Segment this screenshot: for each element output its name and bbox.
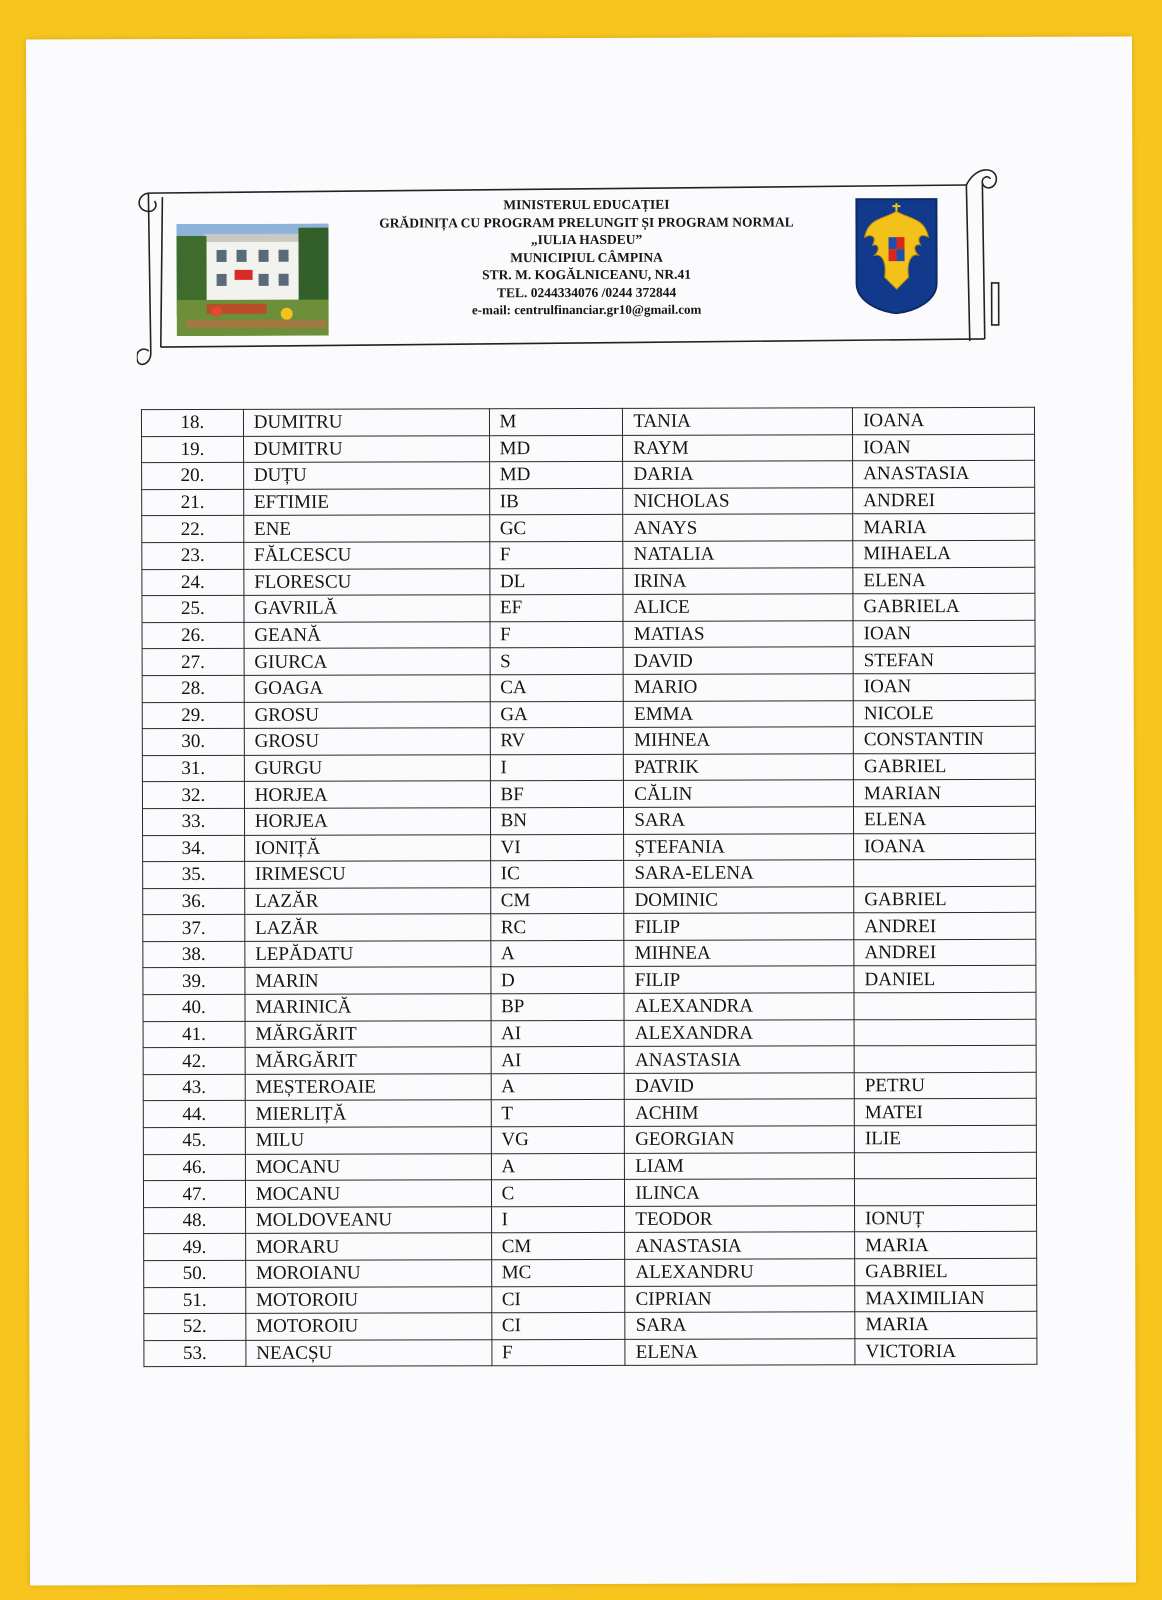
row-number-cell: 25. [142, 596, 244, 623]
table-row [143, 913, 1036, 942]
surname-cell: MĂRGĂRIT [245, 1047, 491, 1074]
row-number-cell: 37. [143, 915, 245, 942]
table-row [143, 1099, 1036, 1128]
surname-cell: IONIȚĂ [244, 834, 490, 861]
initials-cell: AI [491, 1047, 625, 1074]
table-row [142, 647, 1035, 676]
middle-name-cell: NICOLE [853, 700, 1035, 727]
row-number-cell: 35. [143, 861, 245, 888]
middle-name-cell [854, 859, 1036, 886]
surname-cell: MOLDOVEANU [245, 1207, 491, 1234]
first-name-cell: SARA-ELENA [624, 860, 854, 887]
initials-cell: GA [490, 701, 624, 728]
initials-cell: CI [491, 1313, 625, 1340]
row-number-cell: 22. [142, 516, 244, 543]
table-row [142, 540, 1035, 569]
initials-cell: A [490, 940, 624, 967]
table-row [142, 487, 1035, 516]
surname-cell: GAVRILĂ [244, 595, 490, 622]
first-name-cell: DOMINIC [624, 886, 854, 913]
middle-name-cell: IOAN [853, 673, 1035, 700]
row-number-cell: 27. [142, 649, 244, 676]
kindergarten-type: GRĂDINIȚA CU PROGRAM PRELUNGIT ȘI PROGRAM NORMAL [379, 213, 794, 231]
first-name-cell: TEODOR [625, 1206, 855, 1233]
email-address: e-mail: centrulfinanciar.gr10@gmail.com [471, 301, 702, 318]
row-number-cell: 28. [142, 675, 244, 702]
first-name-cell: IRINA [623, 567, 853, 594]
first-name-cell: RAYM [623, 434, 853, 461]
initials-cell: IC [490, 860, 624, 887]
initials-cell: CI [491, 1286, 625, 1313]
table-row [144, 1205, 1037, 1234]
row-number-cell: 18. [141, 409, 243, 436]
table-row [142, 514, 1035, 543]
table-row [141, 407, 1034, 436]
initials-cell: F [490, 621, 624, 648]
surname-cell: MOROIANU [245, 1260, 491, 1287]
row-number-cell: 48. [144, 1207, 246, 1234]
middle-name-cell: ELENA [854, 806, 1036, 833]
first-name-cell: DAVID [623, 647, 853, 674]
first-name-cell: ALEXANDRU [625, 1259, 855, 1286]
first-name-cell: SARA [624, 807, 854, 834]
first-name-cell: LIAM [625, 1152, 855, 1179]
row-number-cell: 45. [143, 1127, 245, 1154]
surname-cell: DUMITRU [243, 435, 489, 462]
table-row [142, 700, 1035, 729]
surname-cell: HORJEA [244, 781, 490, 808]
surname-cell: LAZĂR [245, 914, 491, 941]
initials-cell: CM [491, 1233, 625, 1260]
first-name-cell: NATALIA [623, 541, 853, 568]
row-number-cell: 53. [144, 1340, 246, 1367]
middle-name-cell: CONSTANTIN [853, 726, 1035, 753]
row-number-cell: 33. [142, 808, 244, 835]
first-name-cell: SARA [625, 1312, 855, 1339]
initials-cell: T [491, 1100, 625, 1127]
row-number-cell: 51. [144, 1287, 246, 1314]
coat-of-arms-icon [854, 197, 938, 315]
middle-name-cell: MARIA [853, 514, 1035, 541]
row-number-cell: 31. [142, 755, 244, 782]
table-row [143, 1046, 1036, 1075]
table-row [144, 1258, 1037, 1287]
initials-cell: GC [489, 515, 623, 542]
table-row [142, 806, 1035, 835]
surname-cell: DUMITRU [243, 409, 489, 436]
middle-name-cell [854, 1046, 1036, 1073]
paper-sheet [26, 37, 1136, 1586]
first-name-cell: PATRIK [624, 754, 854, 781]
first-name-cell: CĂLIN [624, 780, 854, 807]
middle-name-cell: MARIAN [853, 780, 1035, 807]
middle-name-cell: PETRU [854, 1072, 1036, 1099]
first-name-cell: ALEXANDRA [624, 993, 854, 1020]
middle-name-cell: GABRIELA [853, 593, 1035, 620]
initials-cell: BF [490, 781, 624, 808]
children-names-table [141, 407, 1038, 1368]
initials-cell: EF [489, 595, 623, 622]
street-address: STR. M. KOGĂLNICEANU, NR.41 [482, 266, 692, 283]
table-row [143, 1125, 1036, 1154]
table-row [143, 992, 1036, 1021]
first-name-cell: ȘTEFANIA [624, 833, 854, 860]
middle-name-cell: MAXIMILIAN [855, 1285, 1037, 1312]
row-number-cell: 49. [144, 1234, 246, 1261]
first-name-cell: ANASTASIA [624, 1046, 854, 1073]
surname-cell: EFTIMIE [243, 489, 489, 516]
kindergarten-name: „IULIA HASDEU” [530, 231, 643, 248]
middle-name-cell: GABRIEL [855, 1258, 1037, 1285]
middle-name-cell: GABRIEL [854, 886, 1036, 913]
initials-cell: MD [489, 462, 623, 489]
initials-cell: I [491, 1206, 625, 1233]
first-name-cell: FILIP [624, 966, 854, 993]
row-number-cell: 44. [143, 1101, 245, 1128]
surname-cell: MIERLIȚĂ [245, 1100, 491, 1127]
row-number-cell: 38. [143, 941, 245, 968]
table-row [143, 1019, 1036, 1048]
middle-name-cell [855, 1179, 1037, 1206]
surname-cell: MOTOROIU [246, 1286, 492, 1313]
first-name-cell: ELENA [625, 1339, 855, 1366]
first-name-cell: ILINCA [625, 1179, 855, 1206]
middle-name-cell: ILIE [854, 1125, 1036, 1152]
phone-numbers: TEL. 0244334076 /0244 372844 [496, 284, 677, 300]
table-row [143, 859, 1036, 888]
middle-name-cell: VICTORIA [855, 1338, 1037, 1365]
table-row [143, 1152, 1036, 1181]
row-number-cell: 26. [142, 622, 244, 649]
surname-cell: GROSU [244, 728, 490, 755]
table-row [144, 1285, 1037, 1314]
table-row [143, 966, 1036, 995]
surname-cell: GOAGA [244, 675, 490, 702]
initials-cell: F [489, 541, 623, 568]
initials-cell: C [491, 1180, 625, 1207]
table-row [143, 1072, 1036, 1101]
first-name-cell: MATIAS [623, 621, 853, 648]
initials-cell: IB [489, 488, 623, 515]
row-number-cell: 41. [143, 1021, 245, 1048]
surname-cell: DUȚU [243, 462, 489, 489]
initials-cell: AI [491, 1020, 625, 1047]
surname-cell: MARINICĂ [245, 994, 491, 1021]
initials-cell: D [490, 967, 624, 994]
initials-cell: DL [489, 568, 623, 595]
surname-cell: MILU [245, 1127, 491, 1154]
middle-name-cell: MATEI [854, 1099, 1036, 1126]
middle-name-cell: MARIA [855, 1232, 1037, 1259]
institution-header [326, 195, 846, 319]
row-number-cell: 40. [143, 994, 245, 1021]
middle-name-cell [854, 1152, 1036, 1179]
first-name-cell: NICHOLAS [623, 488, 853, 515]
row-number-cell: 34. [143, 835, 245, 862]
row-number-cell: 36. [143, 888, 245, 915]
row-number-cell: 47. [143, 1181, 245, 1208]
middle-name-cell: ANDREI [853, 487, 1035, 514]
middle-name-cell: IOAN [853, 434, 1035, 461]
table-row [143, 939, 1036, 968]
table-row [142, 460, 1035, 489]
first-name-cell: TANIA [623, 408, 853, 435]
first-name-cell: CIPRIAN [625, 1285, 855, 1312]
initials-cell: VG [491, 1126, 625, 1153]
row-number-cell: 29. [142, 702, 244, 729]
middle-name-cell [854, 1019, 1036, 1046]
row-number-cell: 23. [142, 542, 244, 569]
initials-cell: M [489, 408, 623, 435]
row-number-cell: 52. [144, 1314, 246, 1341]
middle-name-cell: DANIEL [854, 966, 1036, 993]
surname-cell: MARIN [245, 967, 491, 994]
middle-name-cell: ANDREI [854, 939, 1036, 966]
row-number-cell: 30. [142, 729, 244, 756]
first-name-cell: ALICE [623, 594, 853, 621]
first-name-cell: DAVID [625, 1073, 855, 1100]
initials-cell: BP [491, 993, 625, 1020]
surname-cell: LAZĂR [245, 887, 491, 914]
surname-cell: GIURCA [244, 648, 490, 675]
surname-cell: LEPĂDATU [245, 941, 491, 968]
initials-cell: MD [489, 435, 623, 462]
table-row [143, 833, 1036, 862]
first-name-cell: FILIP [624, 913, 854, 940]
first-name-cell: MARIO [623, 674, 853, 701]
middle-name-cell [854, 992, 1036, 1019]
row-number-cell: 50. [144, 1260, 246, 1287]
initials-cell: I [490, 754, 624, 781]
middle-name-cell: IOAN [853, 620, 1035, 647]
surname-cell: MĂRGĂRIT [245, 1020, 491, 1047]
table-row [144, 1232, 1037, 1261]
first-name-cell: ANAYS [623, 514, 853, 541]
table-row [142, 567, 1035, 596]
middle-name-cell: ANASTASIA [853, 460, 1035, 487]
middle-name-cell: GABRIEL [853, 753, 1035, 780]
initials-cell: CM [490, 887, 624, 914]
initials-cell: S [490, 648, 624, 675]
row-number-cell: 43. [143, 1074, 245, 1101]
surname-cell: GROSU [244, 701, 490, 728]
initials-cell: CA [490, 674, 624, 701]
first-name-cell: ALEXANDRA [624, 1019, 854, 1046]
middle-name-cell: IOANA [854, 833, 1036, 860]
row-number-cell: 19. [142, 436, 244, 463]
table-row [142, 620, 1035, 649]
middle-name-cell: STEFAN [853, 647, 1035, 674]
row-number-cell: 39. [143, 968, 245, 995]
municipality: MUNICIPIUL CÂMPINA [510, 249, 663, 265]
surname-cell: MEȘTEROAIE [245, 1074, 491, 1101]
middle-name-cell: IOANA [853, 407, 1035, 434]
first-name-cell: ANASTASIA [625, 1232, 855, 1259]
initials-cell: F [491, 1339, 625, 1366]
first-name-cell: DARIA [623, 461, 853, 488]
initials-cell: RC [490, 914, 624, 941]
table-row [142, 726, 1035, 755]
initials-cell: RV [490, 728, 624, 755]
initials-cell: BN [490, 807, 624, 834]
surname-cell: ENE [244, 515, 490, 542]
letterhead-banner [136, 155, 1027, 379]
row-number-cell: 24. [142, 569, 244, 596]
ministry-name: MINISTERUL EDUCAȚIEI [503, 196, 670, 213]
initials-cell: A [491, 1153, 625, 1180]
first-name-cell: ACHIM [625, 1099, 855, 1126]
initials-cell: MC [491, 1259, 625, 1286]
table-row [142, 434, 1035, 463]
row-number-cell: 32. [142, 782, 244, 809]
row-number-cell: 46. [143, 1154, 245, 1181]
first-name-cell: GEORGIAN [625, 1126, 855, 1153]
table-row [142, 780, 1035, 809]
row-number-cell: 21. [142, 489, 244, 516]
middle-name-cell: MARIA [855, 1311, 1037, 1338]
surname-cell: MOCANU [245, 1153, 491, 1180]
row-number-cell: 20. [142, 463, 244, 490]
table-row [142, 593, 1035, 622]
first-name-cell: MIHNEA [624, 940, 854, 967]
surname-cell: MOCANU [245, 1180, 491, 1207]
table-row [144, 1338, 1037, 1367]
surname-cell: HORJEA [244, 808, 490, 835]
surname-cell: MOTOROIU [246, 1313, 492, 1340]
initials-cell: VI [490, 834, 624, 861]
kindergarten-photo [176, 224, 328, 336]
middle-name-cell: ELENA [853, 567, 1035, 594]
table-row [143, 1179, 1036, 1208]
table-row [142, 673, 1035, 702]
first-name-cell: MIHNEA [624, 727, 854, 754]
surname-cell: GEANĂ [244, 621, 490, 648]
surname-cell: FĂLCESCU [244, 542, 490, 569]
row-number-cell: 42. [143, 1048, 245, 1075]
surname-cell: IRIMESCU [244, 861, 490, 888]
table-row [143, 886, 1036, 915]
surname-cell: NEACȘU [246, 1340, 492, 1367]
surname-cell: MORARU [245, 1233, 491, 1260]
middle-name-cell: ANDREI [854, 913, 1036, 940]
surname-cell: FLORESCU [244, 568, 490, 595]
table-row [142, 753, 1035, 782]
middle-name-cell: MIHAELA [853, 540, 1035, 567]
middle-name-cell: IONUȚ [855, 1205, 1037, 1232]
first-name-cell: EMMA [624, 700, 854, 727]
table-row [144, 1311, 1037, 1340]
surname-cell: GURGU [244, 754, 490, 781]
initials-cell: A [491, 1073, 625, 1100]
